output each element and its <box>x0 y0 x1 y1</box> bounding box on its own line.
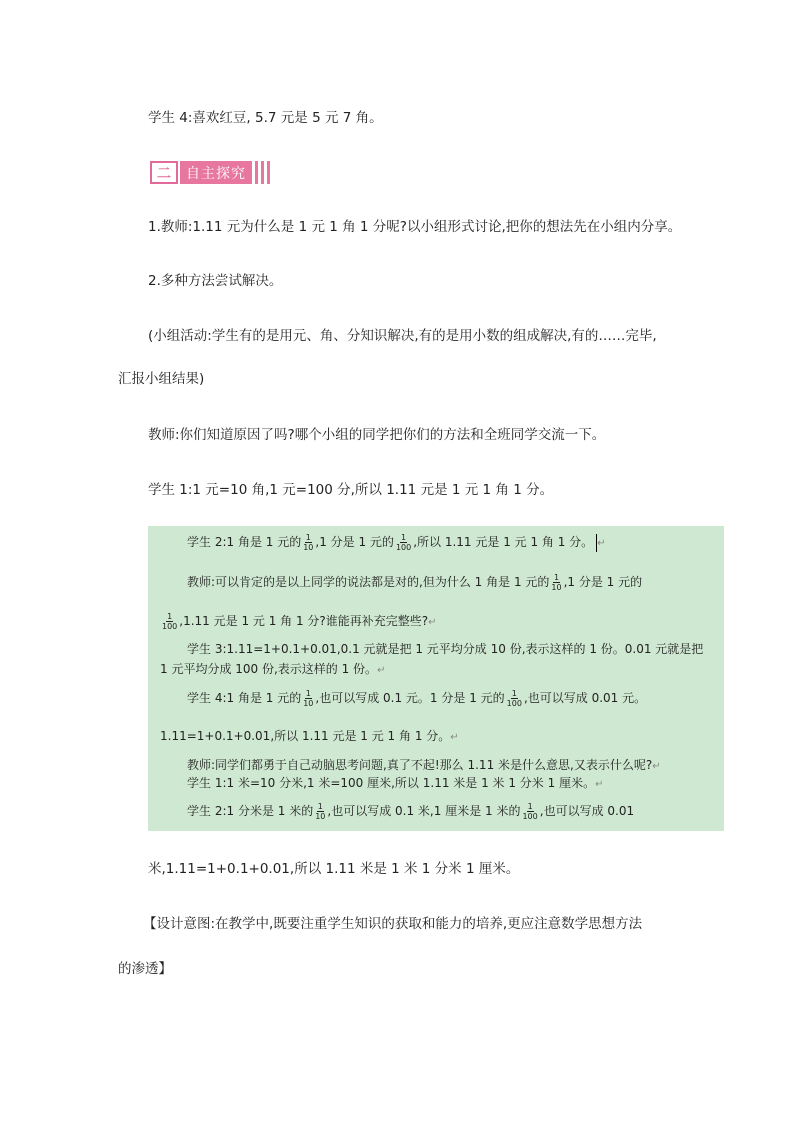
banner-stripe <box>267 161 270 184</box>
green-s3b <box>160 660 385 680</box>
numerator: 1 <box>167 612 173 621</box>
green-s2 <box>187 533 606 553</box>
text: 学生 4:1 角是 1 元的 <box>187 691 302 705</box>
section-banner <box>150 161 294 184</box>
design-intent-a: 【设计意图:在教学中,既要注重学生知识的获取和能力的培养,更应注意数学思想方法 <box>143 916 643 932</box>
numerator: 1 <box>511 689 517 698</box>
text: 教师:同学们都勇于自己动脑思考问题,真了不起!那么 1.11 米是什么意思,又表示什么呢? <box>187 758 653 772</box>
paragraph-mark: ↵ <box>595 779 604 790</box>
question-1: 1.教师:1.11 元为什么是 1 元 1 角 1 分呢?以小组形式讨论,把你的想法先在小组内分享。 <box>148 219 682 235</box>
text: 学生 2:1 角是 1 元的 <box>187 535 302 549</box>
paragraph-mark: ↵ <box>428 617 437 628</box>
denominator: 100 <box>522 812 538 821</box>
denominator: 10 <box>303 699 314 708</box>
denominator: 10 <box>303 543 314 552</box>
fraction <box>395 533 412 552</box>
fraction <box>314 802 326 821</box>
question-2: 2.多种方法尝试解决。 <box>148 273 283 289</box>
green-t2 <box>187 756 661 776</box>
text: ,所以 1.11 元是 1 元 1 角 1 分。 <box>413 535 594 549</box>
numerator: 1 <box>527 802 533 811</box>
text: ,也可以写成 0.1 米,1 厘米是 1 米的 <box>327 804 521 818</box>
fraction <box>302 689 314 708</box>
text: ,1 分是 1 元的 <box>315 535 394 549</box>
text: 1 元平均分成 100 份,表示这样的 1 份。 <box>160 662 378 676</box>
text: ,也可以写成 0.01 <box>539 804 635 818</box>
teacher-question: 教师:你们知道原因了吗?哪个小组的同学把你们的方法和全班同学交流一下。 <box>148 427 606 443</box>
fraction <box>506 689 523 708</box>
activity-line-b: 汇报小组结果) <box>118 371 205 387</box>
fraction <box>161 612 178 631</box>
text: ,1.11 元是 1 元 1 角 1 分?谁能再补充完整些? <box>179 614 429 628</box>
text: 学生 2:1 分米是 1 米的 <box>187 804 314 818</box>
numerator: 1 <box>317 802 323 811</box>
paragraph-mark: ↵ <box>377 665 386 676</box>
paragraph-mark: ↵ <box>652 761 661 772</box>
denominator: 100 <box>506 699 522 708</box>
paragraph-mark: ↵ <box>597 538 606 549</box>
banner-stripe <box>261 161 264 184</box>
green-s3a: 学生 3:1.11=1+0.1+0.01,0.1 元就是把 1 元平均分成 10 份,表示这样的 1 份。0.01 元就是把 <box>187 642 704 656</box>
design-intent-b: 的渗透】 <box>118 961 172 977</box>
green-m1 <box>187 774 603 794</box>
student1-line: 学生 1:1 元=10 角,1 元=100 分,所以 1.11 元是 1 元 1 角 1 分。 <box>148 482 554 498</box>
denominator: 10 <box>551 583 562 592</box>
mi-conclusion: 米,1.11=1+0.1+0.01,所以 1.11 米是 1 米 1 分米 1 厘米。 <box>148 861 520 877</box>
banner-stripe <box>255 161 258 184</box>
denominator: 100 <box>395 543 412 552</box>
denominator: 100 <box>162 622 178 631</box>
numerator: 1 <box>401 533 407 542</box>
green-t1a <box>187 573 642 592</box>
green-m2 <box>187 802 634 821</box>
denominator: 10 <box>315 812 326 821</box>
paragraph-mark: ↵ <box>450 732 459 743</box>
green-s4 <box>187 689 646 708</box>
text: 教师:可以肯定的是以上同学的说法都是对的,但为什么 1 角是 1 元的 <box>187 575 550 589</box>
student4-line: 学生 4:喜欢红豆, 5.7 元是 5 元 7 角。 <box>148 110 383 126</box>
green-eq <box>160 727 459 747</box>
fraction <box>521 802 538 821</box>
numerator: 1 <box>553 573 560 582</box>
text: ,也可以写成 0.1 元。1 分是 1 元的 <box>315 691 505 705</box>
text: ,1 分是 1 元的 <box>563 575 643 589</box>
fraction <box>302 533 314 552</box>
fraction <box>550 573 562 592</box>
activity-line-a: (小组活动:学生有的是用元、角、分知识解决,有的是用小数的组成解决,有的……完毕, <box>148 328 657 344</box>
text: ,也可以写成 0.01 元。 <box>523 691 647 705</box>
green-t1b <box>160 612 437 632</box>
text: 学生 1:1 米=10 分米,1 米=100 厘米,所以 1.11 米是 1 米 1 分米 1 厘米。 <box>187 776 596 790</box>
numerator: 1 <box>305 689 311 698</box>
section-number: 二 <box>150 161 178 184</box>
text: 1.11=1+0.1+0.01,所以 1.11 元是 1 元 1 角 1 分。 <box>160 729 451 743</box>
section-title: 自主探究 <box>180 161 252 184</box>
numerator: 1 <box>305 533 311 542</box>
